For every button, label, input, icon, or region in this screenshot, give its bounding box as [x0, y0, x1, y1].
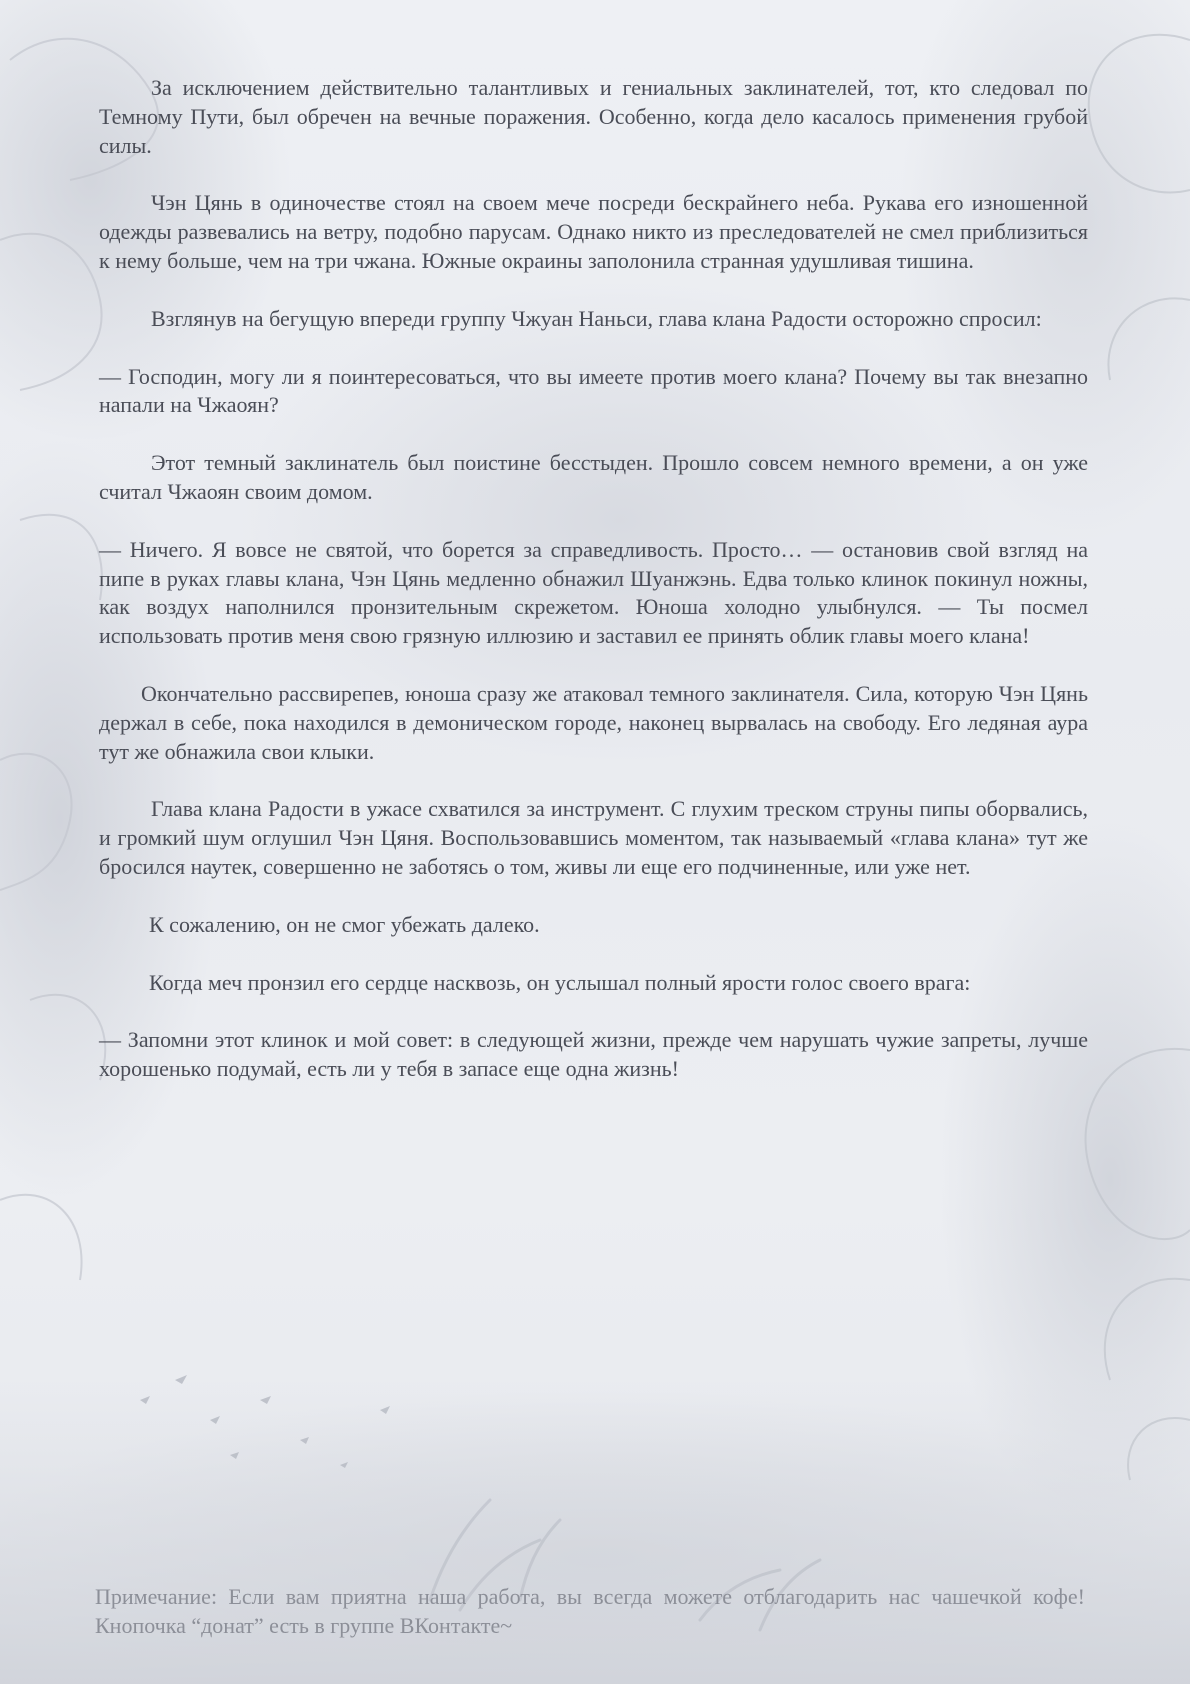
- paragraph: Окончательно рассвирепев, юноша сразу же атаковал темного заклинателя. Сила, которую Чэн Цянь держал в себе, пока находился в демоническом городе, наконец вырвалась на свободу. Его ледяная аура тут же обнажила свои клыки.: [99, 680, 1088, 764]
- paragraph: — Запомни этот клинок и мой совет: в следующей жизни, прежде чем нарушать чужие запреты, лучше хорошенько подумай, есть ли у тебя в запасе еще одна жизнь!: [99, 1027, 1088, 1082]
- donation-note: Примечание: Если вам приятна наша работа, вы всегда можете отблагодарить нас чашечкой кофе! Кнопочка “донат” есть в группе ВКонтакте~: [95, 1584, 1085, 1638]
- paragraph: Глава клана Радости в ужасе схватился за инструмент. С глухим треском струны пипы оборвались, и громкий шум оглушил Чэн Цяня. Воспользовавшись моментом, так называемый «глава клана» тут же бросился наутек, совершенно не заботясь о том, живы ли еще его подчиненные, или уже нет.: [99, 796, 1088, 879]
- paragraph: Когда меч пронзил его сердце насквозь, он услышал полный ярости голос своего врага:: [149, 969, 971, 995]
- paragraph: Этот темный заклинатель был поистине бесстыден. Прошло совсем немного времени, а он уже считал Чжаоян своим домом.: [99, 450, 1088, 504]
- paragraph: К сожалению, он не смог убежать далеко.: [149, 911, 540, 937]
- paragraph: За исключением действительно талантливых и гениальных заклинателей, тот, кто следовал по Темному Пути, был обречен на вечные поражения. Особенно, когда дело касалось применения грубой силы.: [99, 75, 1088, 158]
- paragraph: — Ничего. Я вовсе не святой, что борется за справедливость. Просто… — остановив свой взгляд на пипе в руках главы клана, Чэн Цянь медленно обнажил Шуанжэнь. Едва только клинок покинул ножны, как воздух наполнился пронзительным скрежетом. Юноша холодно улыбнулся. — Ты посмел использовать против меня свою грязную иллюзию и заставил ее принять облик главы моего клана!: [99, 536, 1088, 649]
- paragraph: Чэн Цянь в одиночестве стоял на своем мече посреди бескрайнего неба. Рукава его изношенной одежды развевались на ветру, подобно парусам. Однако никто из преследователей не смел приблизиться к нему больше, чем на три чжана. Южные окраины заполонила странная удушливая тишина.: [99, 190, 1088, 273]
- paragraph: Взглянув на бегущую впереди группу Чжуан Наньси, глава клана Радости осторожно спросил:: [151, 305, 1042, 331]
- story-text: [99, 74, 1088, 1113]
- paragraph: — Господин, могу ли я поинтересоваться, что вы имеете против моего клана? Почему вы так внезапно напали на Чжаоян?: [99, 363, 1088, 418]
